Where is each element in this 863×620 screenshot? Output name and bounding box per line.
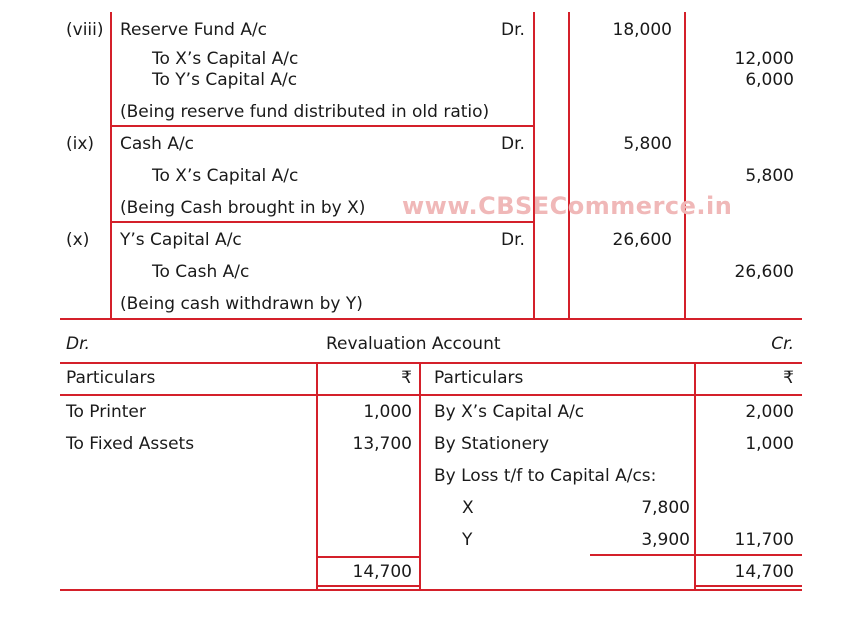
credit-amount: 26,600 [734,262,794,282]
credit-amount: 6,000 [745,70,794,90]
ledger-title: Revaluation Account [326,334,501,354]
right-total-bottom-rule [694,585,802,587]
credit-amount: 5,800 [745,166,794,186]
credit-account: To Cash A/c [152,262,250,282]
loss-share: 7,800 [641,498,690,518]
journal-vline-credit [684,12,686,318]
journal-entry-separator [110,221,535,223]
loss-total: 11,700 [734,530,794,550]
entry-number: (x) [66,230,90,250]
loss-partner: X [462,498,474,518]
credit-amount: 1,000 [745,434,794,454]
header-right-particulars: Particulars [434,368,524,388]
narration: (Being Cash brought in by X) [120,198,366,218]
debit-account: Cash A/c [120,134,195,154]
debit-amount: 26,600 [612,230,672,250]
header-left-particulars: Particulars [66,368,156,388]
entry-number: (ix) [66,134,95,154]
narration: (Being reserve fund distributed in old ratio) [120,102,490,122]
journal-vline-date [110,12,112,318]
loss-partner: Y [462,530,473,550]
cr-side-label: Cr. [771,334,794,354]
right-total: 14,700 [734,562,794,582]
watermark: www.CBSECommerce.in [402,192,733,220]
credit-particular: By X’s Capital A/c [434,402,585,422]
debit-amount: 18,000 [612,20,672,40]
debit-amount: 13,700 [352,434,412,454]
ledger-header-rule [60,362,802,364]
left-total-bottom-rule [316,585,420,587]
debit-particular: To Fixed Assets [66,434,195,454]
journal-vline-lf [533,12,535,318]
debit-account: Y’s Capital A/c [120,230,242,250]
debit-amount: 5,800 [623,134,672,154]
credit-account: To Y’s Capital A/c [152,70,298,90]
ledger-top-rule [60,318,802,320]
credit-particular: By Loss t/f to Capital A/cs: [434,466,657,486]
credit-account: To X’s Capital A/c [152,166,299,186]
header-left-amount: ₹ [401,368,412,388]
debit-amount: 1,000 [363,402,412,422]
ledger-bottom-rule [60,589,802,591]
debit-particular: To Printer [66,402,146,422]
loss-split-underline [590,554,802,556]
credit-amount: 2,000 [745,402,794,422]
journal-entry-separator [110,125,535,127]
dr-label: Dr. [501,230,525,250]
credit-amount: 12,000 [734,49,794,69]
narration: (Being cash withdrawn by Y) [120,294,363,314]
left-total-top-rule [316,556,420,558]
debit-account: Reserve Fund A/c [120,20,268,40]
dr-side-label: Dr. [66,334,90,354]
header-right-amount: ₹ [783,368,794,388]
left-total: 14,700 [352,562,412,582]
dr-label: Dr. [501,134,525,154]
entry-number: (viii) [66,20,104,40]
ledger-header-bottom-rule [60,394,802,396]
journal-vline-debit [568,12,570,318]
credit-account: To X’s Capital A/c [152,49,299,69]
dr-label: Dr. [501,20,525,40]
credit-particular: By Stationery [434,434,550,454]
loss-share: 3,900 [641,530,690,550]
